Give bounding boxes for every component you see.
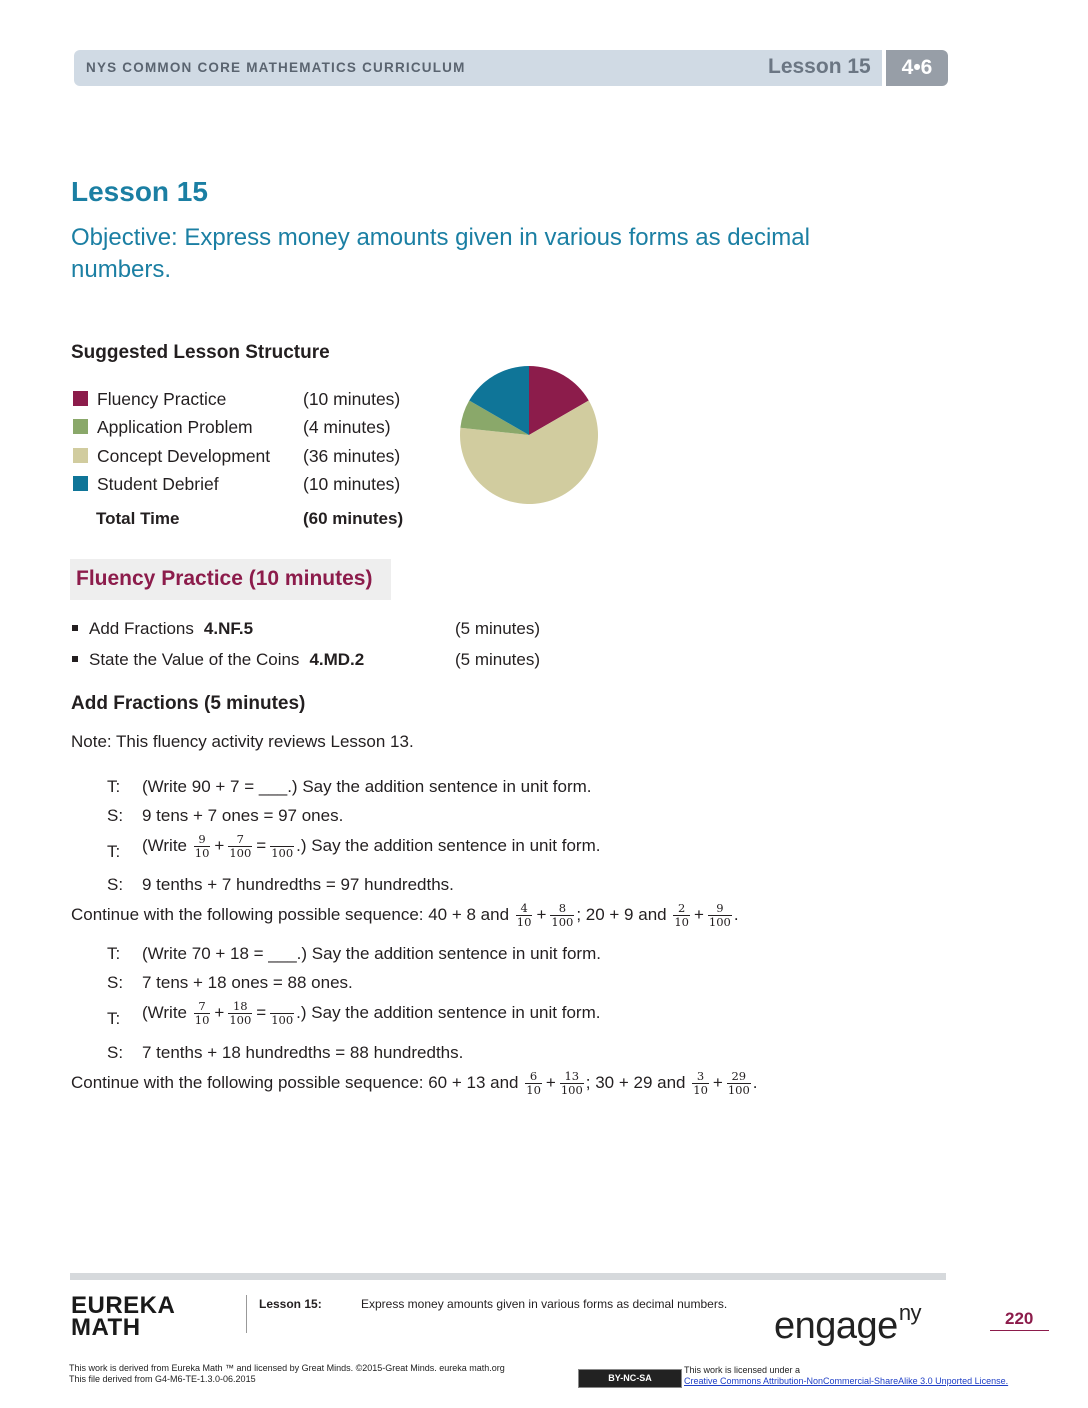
speaker-label: S:: [107, 1043, 124, 1062]
continue-sequence: Continue with the following possible sequence: 40 + 8 and $\frac{4}{10}$ + $\frac{8}{100}$ ; 20 + 9 and $\frac{2}{10}$ + $\frac{9}{100}$ .: [71, 901, 739, 929]
fraction-blank: 100: [270, 1000, 294, 1027]
structure-item-time: (10 minutes): [303, 389, 401, 409]
fraction: $\frac{8}{100}$: [551, 901, 574, 929]
bullet-icon: [72, 625, 78, 631]
fraction: $\frac{9}{100}$: [708, 901, 731, 929]
add-fractions-heading: Add Fractions (5 minutes): [71, 693, 306, 714]
structure-item-time: (36 minutes): [303, 446, 401, 466]
fluency-item-time: (5 minutes): [455, 619, 541, 638]
fraction-blank: 100: [270, 833, 294, 860]
fraction: $\frac{13}{100}$: [560, 1069, 583, 1097]
grade-module-badge: 4•6: [886, 50, 948, 86]
speaker-label: T:: [107, 777, 121, 796]
dialogue-line: 7 tens + 18 ones = 88 ones.: [142, 973, 353, 992]
eureka-math-logo: EUREKA MATH: [71, 1292, 176, 1341]
structure-item-label: Concept Development: [97, 446, 271, 466]
page-number: 220: [1005, 1309, 1034, 1328]
color-swatch: [73, 448, 88, 463]
structure-item-time: (10 minutes): [303, 474, 401, 494]
color-swatch: [73, 419, 88, 434]
fraction: $\frac{4}{10}$: [516, 901, 532, 929]
speaker-label: T:: [107, 1009, 121, 1028]
structure-item-label: Fluency Practice: [97, 389, 227, 409]
fraction: $\frac{2}{10}$: [674, 901, 689, 929]
license-link[interactable]: Creative Commons Attribution-NonCommercial-ShareAlike 3.0 Unported License.: [684, 1376, 1009, 1386]
fluency-item-time: (5 minutes): [455, 650, 541, 669]
dialogue-line: (Write 70 + 18 = ___.) Say the addition sentence in unit form.: [142, 944, 601, 963]
engageny-logo: engage$^{ny}$: [774, 1300, 922, 1347]
structure-item-label: Application Problem: [97, 417, 253, 437]
note: Note: This fluency activity reviews Lesson 13.: [71, 732, 414, 751]
fraction: $\frac{18}{100}$: [229, 999, 252, 1027]
structure-item: [73, 417, 253, 438]
objective: Objective: Express money amounts given in various forms as decimal numbers.: [71, 224, 810, 283]
total-time-label: Total Time: [96, 509, 180, 528]
derived-notice: This work is derived from Eureka Math ™ and licensed by Great Minds. ©2015-Great Minds. eureka math.org This file derived from G4-M6-TE-1.3.0-06.2015: [69, 1363, 505, 1384]
fluency-item: [72, 650, 364, 670]
header-lesson: Lesson 15: [768, 55, 871, 78]
footer-lesson: Lesson 15:: [259, 1297, 322, 1311]
fluency-item-label: State the Value of the Coins: [89, 650, 300, 669]
fluency-item-standard: 4.NF.5: [203, 619, 254, 638]
speaker-label: S:: [107, 806, 124, 825]
curriculum-label: NYS COMMON CORE MATHEMATICS CURRICULUM: [86, 60, 466, 75]
fraction: $\frac{7}{100}$: [229, 832, 252, 860]
cc-license-badge: BY-NC-SA: [578, 1369, 682, 1388]
fluency-item: [72, 619, 253, 639]
bullet-icon: [72, 656, 78, 662]
dialogue-line: (Write 90 + 7 = ___.) Say the addition sentence in unit form.: [142, 777, 592, 796]
speaker-label: S:: [107, 973, 124, 992]
fraction: $\frac{7}{10}$: [194, 999, 210, 1027]
footer-description: Express money amounts given in various forms as decimal numbers.: [361, 1297, 728, 1311]
continue-sequence: Continue with the following possible sequence: 60 + 13 and $\frac{6}{10}$ + $\frac{13}{100}$ ; 30 + 29 and $\frac{3}{10}$ + $\frac{29}{100}$ .: [71, 1069, 758, 1097]
speaker-label: T:: [107, 944, 121, 963]
dialogue-line: 9 tenths + 7 hundredths = 97 hundredths.: [142, 875, 454, 894]
fluency-item-standard: 4.MD.2: [309, 650, 365, 669]
structure-heading: Suggested Lesson Structure: [71, 342, 330, 363]
fraction: $\frac{6}{10}$: [526, 1069, 541, 1097]
footer-divider: [246, 1295, 247, 1333]
dialogue-line: 7 tenths + 18 hundredths = 88 hundredths.: [142, 1043, 464, 1062]
structure-item-time: (4 minutes): [303, 417, 391, 437]
license-notice: This work is licensed under a Creative Commons Attribution-NonCommercial-ShareAlike 3.0 Unported License.: [684, 1365, 1009, 1386]
fraction: $\frac{3}{10}$: [693, 1069, 708, 1097]
structure-item: [73, 389, 226, 410]
fraction: $\frac{9}{10}$: [194, 832, 210, 860]
color-swatch: [73, 476, 88, 491]
lesson-structure-pie-chart: [458, 364, 600, 506]
structure-item: [73, 446, 270, 467]
total-time-value: (60 minutes): [303, 509, 404, 528]
dialogue-line: 9 tens + 7 ones = 97 ones.: [142, 806, 344, 825]
structure-item: [73, 474, 219, 495]
fluency-item-label: Add Fractions: [89, 619, 194, 638]
color-swatch: [73, 391, 88, 406]
speaker-label: T:: [107, 842, 121, 861]
footer-bar: [70, 1273, 946, 1280]
fluency-heading: Fluency Practice (10 minutes): [76, 567, 373, 590]
dialogue-line: (Write $\frac{7}{10}$ + $\frac{18}{100}$ = 100 .) Say the addition sentence in unit form.: [142, 999, 601, 1027]
page-number-underline: [990, 1330, 1049, 1331]
page-title: Lesson 15: [71, 176, 208, 207]
dialogue-line: (Write $\frac{9}{10}$ + $\frac{7}{100}$ = 100 .) Say the addition sentence in unit form.: [142, 832, 601, 860]
structure-item-label: Student Debrief: [97, 474, 219, 494]
fraction: $\frac{29}{100}$: [727, 1069, 750, 1097]
speaker-label: S:: [107, 875, 124, 894]
